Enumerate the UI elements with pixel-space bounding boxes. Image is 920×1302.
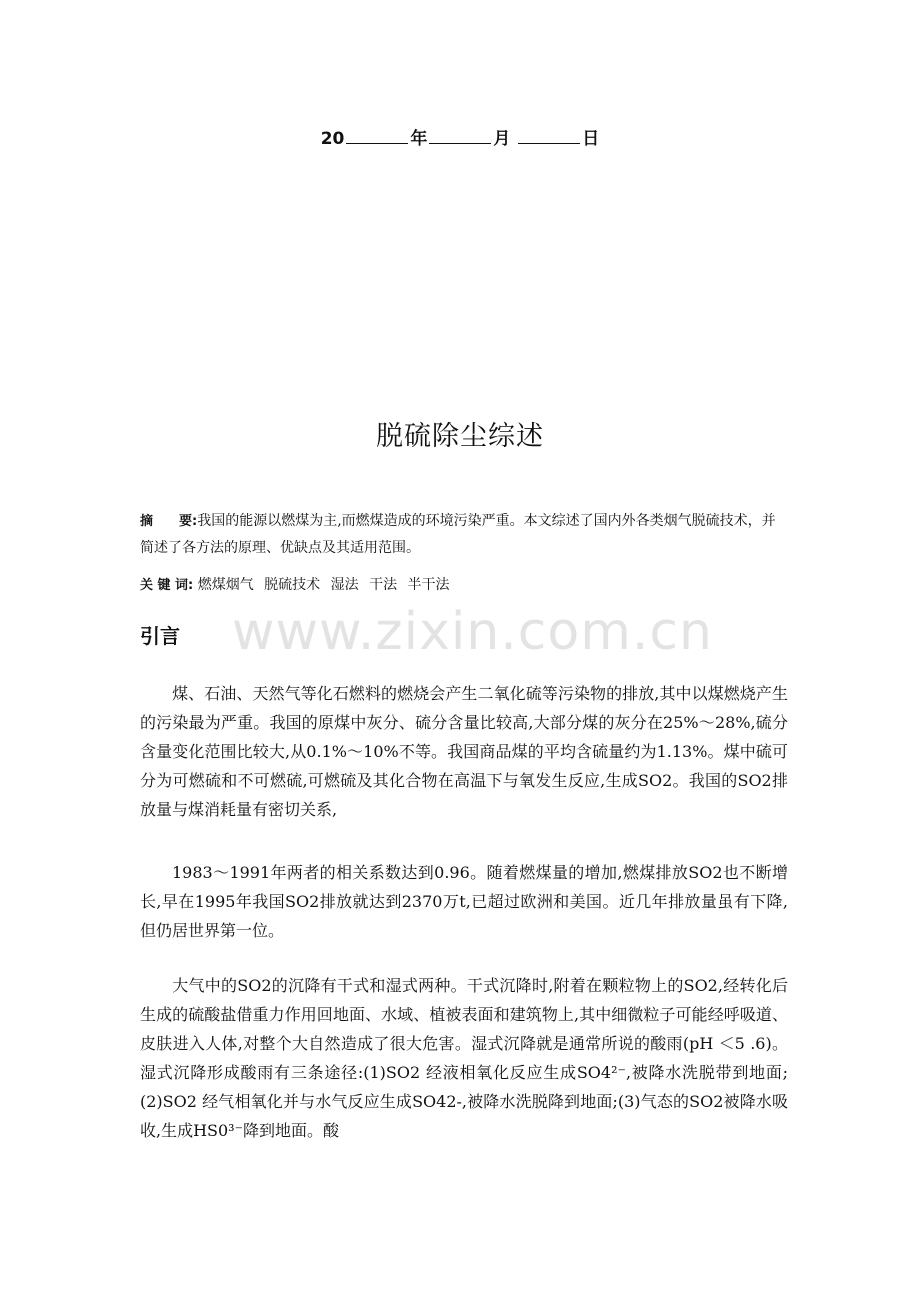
paragraph: [140, 971, 788, 1145]
paragraph: [140, 679, 788, 824]
paragraph-text: 煤、石油、天然气等化石燃料的燃烧会产生二氧化硫等污染物的排放,其中以煤燃烧产生的污染最为严重。我国的原煤中灰分、硫分含量比较高,大部分煤的灰分在25%～28%,硫分含量变化范围比较大,从0.1%～10%不等。我国商品煤的平均含硫量约为1.13%。煤中硫可分为可燃硫和不可燃硫,可燃硫及其化合物在高温下与氧发生反应,生成SO2。我国的SO2排放量与煤消耗量有密切关系,: [140, 684, 788, 819]
abstract-label: 摘 要:: [140, 514, 198, 529]
date-year-label: 年: [410, 129, 428, 149]
keyword-item: 燃煤烟气: [197, 577, 254, 593]
keyword-item: 半干法: [407, 577, 450, 593]
abstract: [140, 508, 785, 561]
paragraph-text: 1983～1991年两者的相关系数达到0.96。随着燃煤量的增加,燃煤排放SO2也不断增长,早在1995年我国SO2排放就达到2370万t,已超过欧洲和美国。近几年排放量虽有下降,但仍居世界第一位。: [140, 863, 788, 940]
keywords: [140, 573, 785, 598]
section-heading: 引言: [140, 624, 180, 648]
month-blank: [429, 129, 491, 144]
abstract-text: 我国的能源以燃煤为主,而燃煤造成的环境污染严重。本文综述了国内外各类烟气脱硫技术，并简述了各方法的原理、优缺点及其适用范围。: [140, 513, 776, 556]
paragraph-text: 大气中的SO2的沉降有干式和湿式两种。干式沉降时,附着在颗粒物上的SO2,经转化后生成的硫酸盐借重力作用回地面、水域、植被表面和建筑物上,其中细微粒子可能经呼吸道、皮肤进入人体,对整个大自然造成了很大危害。湿式沉降就是通常所说的酸雨(pH ＜5 .6)。湿式沉降形成酸雨有三条途径:(1)SO2 经液相氧化反应生成SO4²⁻,被降水洗脱带到地面;(2)SO2 经气相氧化并与水气反应生成SO42-,被降水洗脱降到地面;(3)气态的SO2被降水吸收,生成HS0³⁻降到地面。酸: [140, 976, 788, 1140]
date-year-prefix: 20: [320, 129, 345, 149]
keyword-item: 干法: [369, 577, 398, 593]
keyword-item: 湿法: [330, 577, 359, 593]
day-blank: [518, 129, 580, 144]
date-line: [0, 124, 920, 149]
date-month-label: 月: [493, 129, 511, 149]
date-day-label: 日: [582, 129, 600, 149]
keyword-item: 脱硫技术: [264, 577, 321, 593]
watermark: www.zixin.com.cn: [232, 602, 713, 662]
keywords-label: 关 键 词:: [140, 578, 194, 593]
paragraph: [140, 858, 788, 945]
year-blank: [346, 129, 408, 144]
document-title: 脱硫除尘综述: [376, 421, 544, 452]
